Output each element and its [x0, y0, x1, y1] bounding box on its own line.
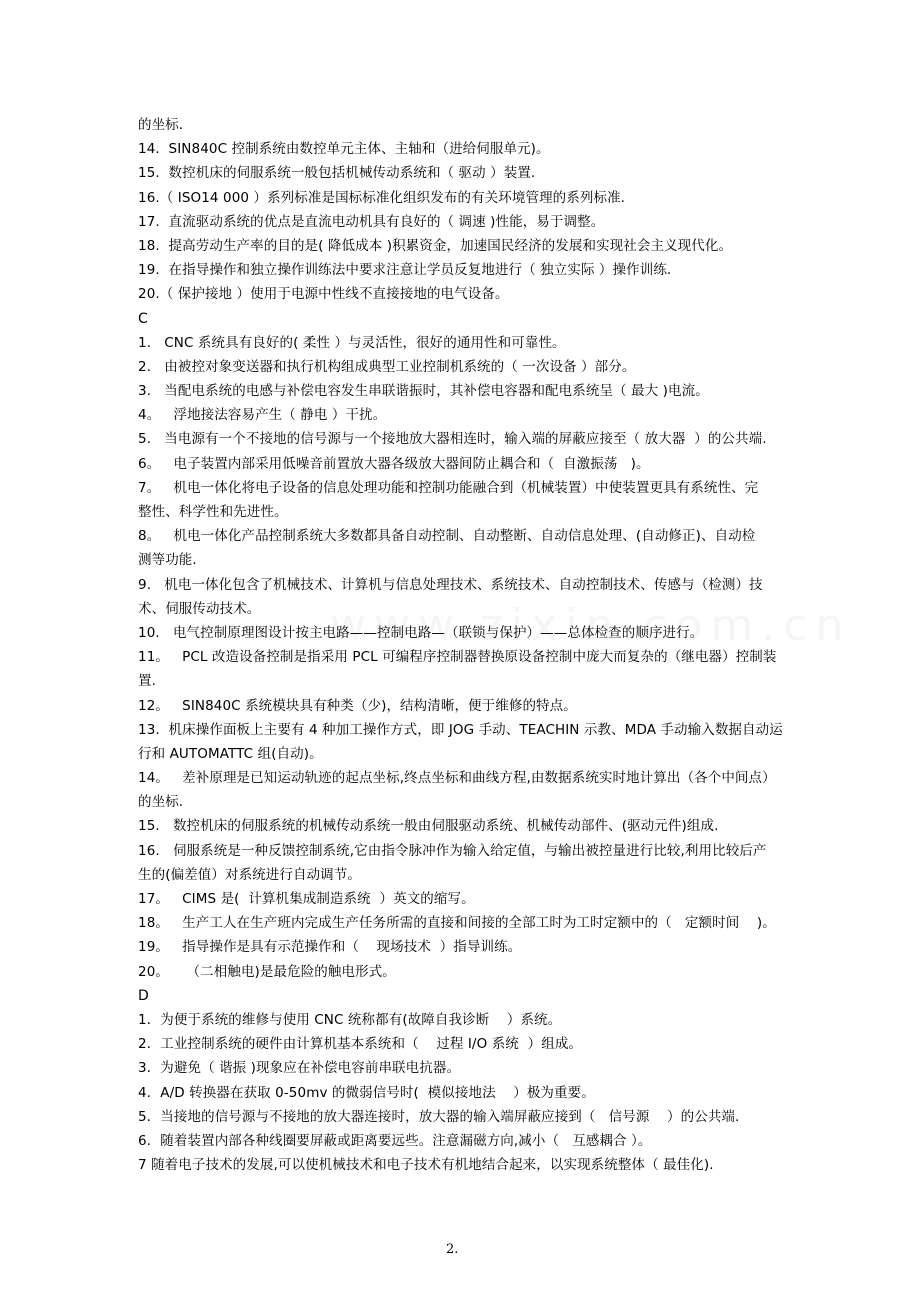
text-line: 的坐标.: [138, 794, 184, 811]
text-line: 15. 数控机床的伺服系统一般包括机械传动系统和（ 驱动 ）装置.: [138, 165, 536, 182]
text-line: 1. CNC 系统具有良好的( 柔性 ）与灵活性，很好的通用性和可靠性。: [138, 334, 566, 351]
text-line: 8。 机电一体化产品控制系统大多数都具备自动控制、自动整断、自动信息处理、(自动修正)、自动检: [138, 528, 756, 545]
text-line: 2. 由被控对象变送器和执行机构组成典型工业控制机系统的（ 一次设备 ）部分。: [138, 358, 636, 375]
text-line: 18。 生产工人在生产班内完成生产任务所需的直接和间接的全部工时为工时定额中的（ 定额时间 )。: [138, 915, 776, 932]
text-line: 6。 电子装置内部采用低噪音前置放大器各级放大器间防止耦合和（ 自激振荡 )。: [138, 455, 650, 472]
text-line: 的坐标.: [138, 117, 184, 133]
text-line: 16. 伺服系统是一种反馈控制系统,它由指令脉冲作为输入给定值，与输出被控量进行比较,利用比较后产: [138, 842, 767, 859]
text-line: 19. 在指导操作和独立操作训练法中要求注意让学员反复地进行（ 独立实际 ）操作训练.: [138, 262, 672, 279]
text-line: 置.: [138, 673, 156, 690]
text-line: 4．A/D 转换器在获取 0-50mv 的微弱信号时( 模似接地法 ）极为重要。: [138, 1084, 595, 1101]
text-line: 19。 指导操作是具有示范操作和（ 现场技术 ）指导训练。: [138, 939, 522, 956]
text-line: 1．为便于系统的维修与使用 CNC 统称都有(故障自我诊断 ）系统。: [138, 1011, 562, 1028]
text-line: 20。 （二相触电)是最危险的触电形式。: [138, 963, 396, 980]
page-number: 2.: [446, 1242, 459, 1257]
text-line: 行和 AUTOMATTC 组(自动)。: [138, 745, 323, 762]
text-line: 测等功能.: [138, 552, 197, 569]
text-line: 6．随着装置内部各种线圈要屏蔽或距离要远些。注意漏磁方向,减小（ 互感耦合 ）。: [138, 1132, 652, 1149]
text-line: 13. 机床操作面板上主要有 4 种加工操作方式，即 JOG 手动、TEACHIN 示教、MDA 手动输入数据自动运: [138, 721, 783, 738]
text-line: 2．工业控制系统的硬件由计算机基本系统和（ 过程 I/O 系统 ）组成。: [138, 1036, 583, 1053]
section-heading: C: [138, 310, 148, 327]
text-line: 17。 CIMS 是( 计算机集成制造系统 ）英文的缩写。: [138, 891, 475, 907]
text-line: 10. 电气控制原理图设计按主电路——控制电路—（联锁与保护）——总体检查的顺序进行。: [138, 624, 704, 641]
text-line: 5．当接地的信号源与不接地的放大器连接时，放大器的输入端屏蔽应接到（ 信号源 ）的公共端.: [138, 1108, 740, 1125]
text-line: 7。 机电一体化将电子设备的信息处理功能和控制功能融合到（机械装置）中使装置更具有系统性、完: [138, 479, 759, 496]
text-line: 14. SIN840C 控制系统由数控单元主体、主轴和（进给伺服单元)。: [138, 141, 550, 158]
text-line: 16.（ ISO14 000 ）系列标准是国标标准化组织发布的有关环境管理的系列标准.: [138, 189, 626, 206]
text-line: 17. 直流驱动系统的优点是直流电动机具有良好的（ 调速 )性能，易于调整。: [138, 213, 605, 230]
text-line: 3．为避免（ 谐振 )现象应在补偿电容前串联电抗器。: [138, 1060, 461, 1077]
text-line: 12。 SIN840C 系统模块具有种类（少)，结构清晰，便于维修的特点。: [138, 697, 577, 714]
text-line: 15. 数控机床的伺服系统的机械传动系统一般由伺服驱动系统、机械传动部件、(驱动元件)组成.: [138, 818, 719, 835]
text-body: [138, 113, 788, 1177]
text-line: 生的(偏差值）对系统进行自动调节。: [138, 866, 361, 883]
text-line: 7 随着电子技术的发展,可以使机械技术和电子技术有机地结合起来，以实现系统整体（ 最佳化).: [138, 1157, 714, 1174]
text-line: 11。 PCL 改造设备控制是指采用 PCL 可编程序控制器替换原设备控制中庞大而复杂的（继电器）控制装: [138, 649, 777, 666]
text-line: 3. 当配电系统的电感与补偿电容发生串联谐振时，其补偿电容器和配电系统呈（ 最大 )电流。: [138, 383, 709, 400]
text-line: 18. 提高劳动生产率的目的是( 降低成本 )积累资金，加速国民经济的发展和实现社会主义现代化。: [138, 237, 733, 254]
text-line: 整性、科学性和先进性。: [138, 504, 288, 520]
text-line: 20.（ 保护接地 ）使用于电源中性线不直接接地的电气设备。: [138, 286, 509, 303]
section-heading: D: [138, 987, 149, 1004]
text-line: 9. 机电一体化包含了机械技术、计算机与信息处理技术、系统技术、自动控制技术、传感与（检测）技: [138, 576, 763, 593]
text-line: 5. 当电源有一个不接地的信号源与一个接地放大器相连时，输入端的屏蔽应接至（ 放大器 ）的公共端.: [138, 431, 767, 448]
text-line: 14。 差补原理是已知运动轨迹的起点坐标,终点坐标和曲线方程,由数据系统实时地计算出（各个中间点）: [138, 770, 776, 787]
text-line: 术、伺服传动技术。: [138, 600, 261, 617]
text-line: 4。 浮地接法容易产生（ 静电 ）干扰。: [138, 407, 387, 424]
